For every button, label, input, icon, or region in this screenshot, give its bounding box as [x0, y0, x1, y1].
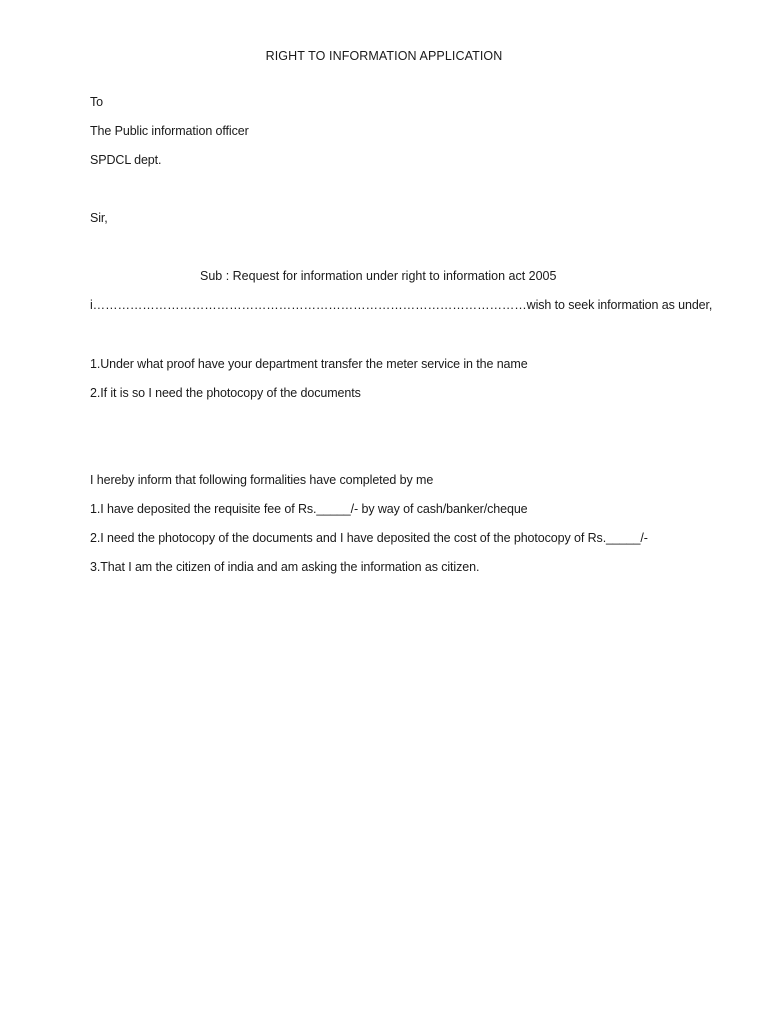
address-department: SPDCL dept.: [90, 153, 162, 167]
subject-line: Sub : Request for information under right to information act 2005: [200, 269, 557, 283]
formalities-intro: I hereby inform that following formalities have completed by me: [90, 473, 434, 487]
salutation: Sir,: [90, 211, 108, 225]
address-to: To: [90, 95, 104, 109]
request-item: 2.If it is so I need the photocopy of the documents: [90, 386, 361, 400]
formality-item: 1.I have deposited the requisite fee of Rs._____/- by way of cash/banker/cheque: [90, 502, 528, 516]
intro-line: i……………………………………………………………………………………………wish to seek information as under,: [90, 298, 713, 312]
formality-item: 2.I need the photocopy of the documents and I have deposited the cost of the photocopy of Rs._____/-: [90, 531, 648, 545]
request-item: 1.Under what proof have your department transfer the meter service in the name: [90, 357, 528, 371]
document-title: RIGHT TO INFORMATION APPLICATION: [265, 49, 503, 63]
address-recipient: The Public information officer: [90, 124, 249, 138]
formality-item: 3.That I am the citizen of india and am asking the information as citizen.: [90, 560, 480, 574]
